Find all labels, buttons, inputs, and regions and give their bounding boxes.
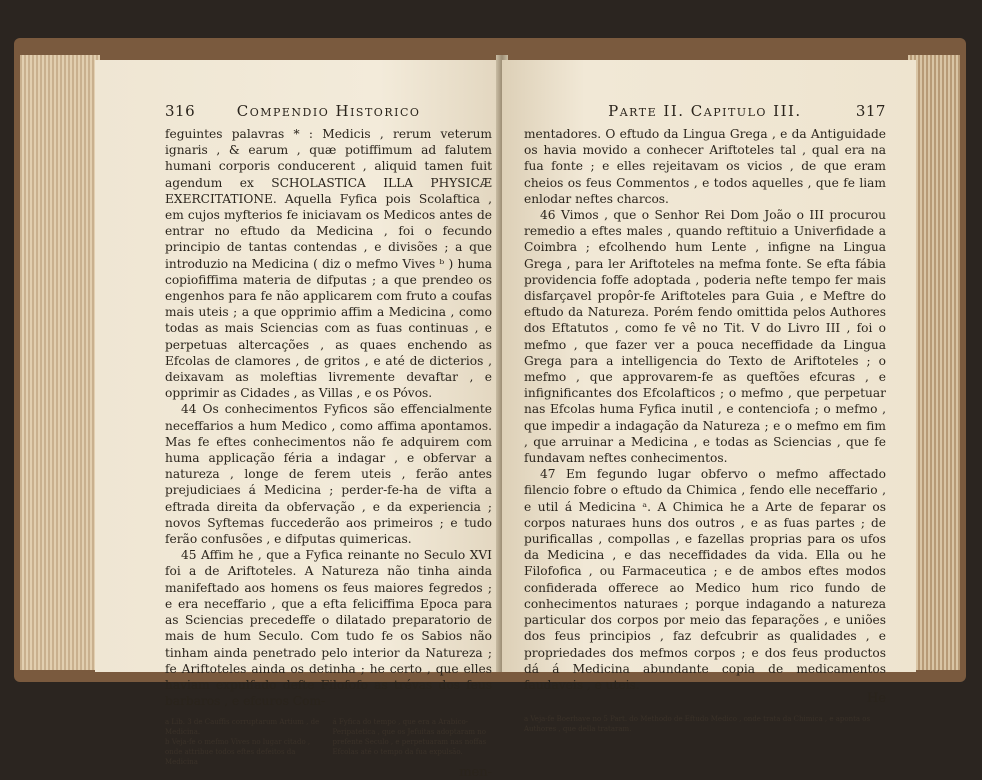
left-running-head bbox=[165, 102, 492, 122]
footnote: á Fyfica do tempo , que era a Arabico-Peripatetica , que os Jefuitas adoptaram no prefente Seculo , e perpetuaram nas noffas Efcolas até o tempo da fua expulsão. bbox=[332, 718, 487, 757]
left-footnotes bbox=[165, 717, 492, 767]
paragraph: feguintes palavras * : Medicis , rerum veterum ignaris , & earum , quæ potiffimum ad falutem humani corporis conducerent , aliquid tamen fuit agendum ex SCHOLASTICA ILLA PHYSICÆ EXERCITATIONE. Aquella Fyfica pois Scolaftica , em cujos myfterios fe iniciavam os Medicos antes de entrar no eftudo da Medicina , foi o fecundo principio de tantas contendas , e divisões ; a que introduzio na Medicina ( diz o mefmo Vives ᵇ ) huma copiofiffima materia de difputas ; a que prendeo os engenhos para fe não applicarem com fruto a coufas mais uteis ; a que opprimio affim a Medicina , como todas as mais Sciencias com as fuas continuas , e perpetuas altercações , as quaes enchendo as Efcolas de clamores , de gritos , e até de dicterios , deixavam as moleftias livremente devaftar , e opprimir as Cidades , as Villas , e os Póvos. bbox=[165, 127, 492, 401]
right-running-head bbox=[524, 102, 886, 122]
right-running-title: Parte II. Capitulo III. bbox=[608, 102, 802, 120]
footnote: a Lib. 3 de Cauffis corruptarum Artium , de Medicina. bbox=[165, 718, 320, 737]
left-running-title: Compendio Historico bbox=[236, 102, 421, 120]
left-page bbox=[95, 60, 502, 780]
left-catchword: men- bbox=[459, 765, 492, 780]
footnote: a Veja-fe Boerhave no 5 Part. do Methodo de Eftudo Medico , onde trata da Chimica , e aponta os Authores , que della trataram. bbox=[524, 715, 871, 734]
left-page-number: 316 bbox=[165, 102, 196, 120]
paragraph: 44 Os conhecimentos Fyficos são effencialmente neceffarios a hum Medico , como affima apontamos. Mas fe eftes conhecimentos não fe adquirem com huma applicação féria a indagar , e obfervar a natureza , longe de ferem uteis , ferão antes prejudiciaes á Medicina ; perder-fe-ha de vifta a eftrada direita da obfervação , e da experiencia ; novos Syftemas fuccederão aos primeiros ; e tudo ferão confusões , e difputas quimericas. bbox=[165, 402, 492, 547]
right-catchword: He bbox=[866, 691, 886, 707]
page-edges-left bbox=[20, 55, 100, 670]
right-footnotes bbox=[524, 714, 886, 734]
paragraph: 46 Vimos , que o Senhor Rei Dom João o III procurou remedio a eftes males , quando reftituio a Univerfidade a Coimbra ; efcolhendo hum Lente , infigne na Lingua Grega , para ler Ariftoteles na mefma fonte. Se efta fábia providencia foffe adoptada , poderia nefte tempo fer mais disfarçavel propôr-fe Ariftoteles para Guia , e Meftre do eftudo da Natureza. Porém fendo omittida pelos Authores dos Eftatutos , como fe vê no Tit. V do Livro III , foi o mefmo , que fazer ver a pouca neceffidade da Lingua Grega para a intelligencia do Texto de Ariftoteles ; o mefmo , que approvarem-fe as queftões efcuras , e infignificantes dos Efcolafticos ; o mefmo , que perpetuar nas Efcolas huma Fyfica inutil , e contenciofa ; o mefmo , que impedir a indagação da Natureza ; e o mefmo em fim , que arruinar a Medicina , e todas as Sciencias , que fe fundavam neftes conhecimentos. bbox=[524, 208, 886, 466]
left-body-text bbox=[165, 126, 492, 709]
paragraph: mentadores. O eftudo da Lingua Grega , e da Antiguidade os havia movido a conhecer Ariftoteles tal , qual era na fua fonte ; e elles rejeitavam os vicios , de que eram cheios os feus Commentos , e todos aquelles , que fe liam enlodar neftes charcos. bbox=[524, 127, 886, 206]
paragraph: 45 Affim he , que a Fyfica reinante no Seculo XVI foi a de Ariftoteles. A Natureza não tinha ainda manifeftado aos homens os feus maiores fegredos ; e era neceffario , que a efta feliciffima Epoca para as Sciencias precedeffe o dilatado preparatorio de mais de hum Seculo. Com tudo fe os Sabios não tinham ainda penetrado pelo interior da Natureza ; fe Ariftoteles ainda os detinha ; he certo , que elles haviam expulfado defte Filofofo as trévas dos feus barbaros , e efcuros Com- bbox=[165, 548, 492, 709]
paragraph: 47 Em fegundo lugar obfervo o mefmo affectado filencio fobre o eftudo da Chimica , fendo elle neceffario , e util á Medicina ᵃ. A Chimica he a Arte de feparar os corpos naturaes huns dos outros , e as fuas partes ; de purificallas , compollas , e fazellas proprias para os ufos da Medicina , e das neceffidades da vida. Ella ou he Filofofica , ou Farmaceutica ; e de ambos eftes modos confiderada offerece ao Medico hum rico fundo de conhecimentos naturaes ; porque indagando a natureza particular dos corpos por meio das feparações , e uniões dos feus principios , faz defcubrir as qualidades , e propriedades dos mefmos corpos ; e dos feus productos dá á Medicina abundante copia de medicamentos faudaveis , e uteis. bbox=[524, 467, 886, 692]
right-page-number: 317 bbox=[855, 102, 886, 120]
right-body-text bbox=[524, 126, 886, 693]
footnote: b Veja-fe o mefmo Vives no lugar citado , onde attribue todos eftes defeitos da Medicina bbox=[165, 738, 311, 767]
right-page bbox=[502, 60, 916, 734]
